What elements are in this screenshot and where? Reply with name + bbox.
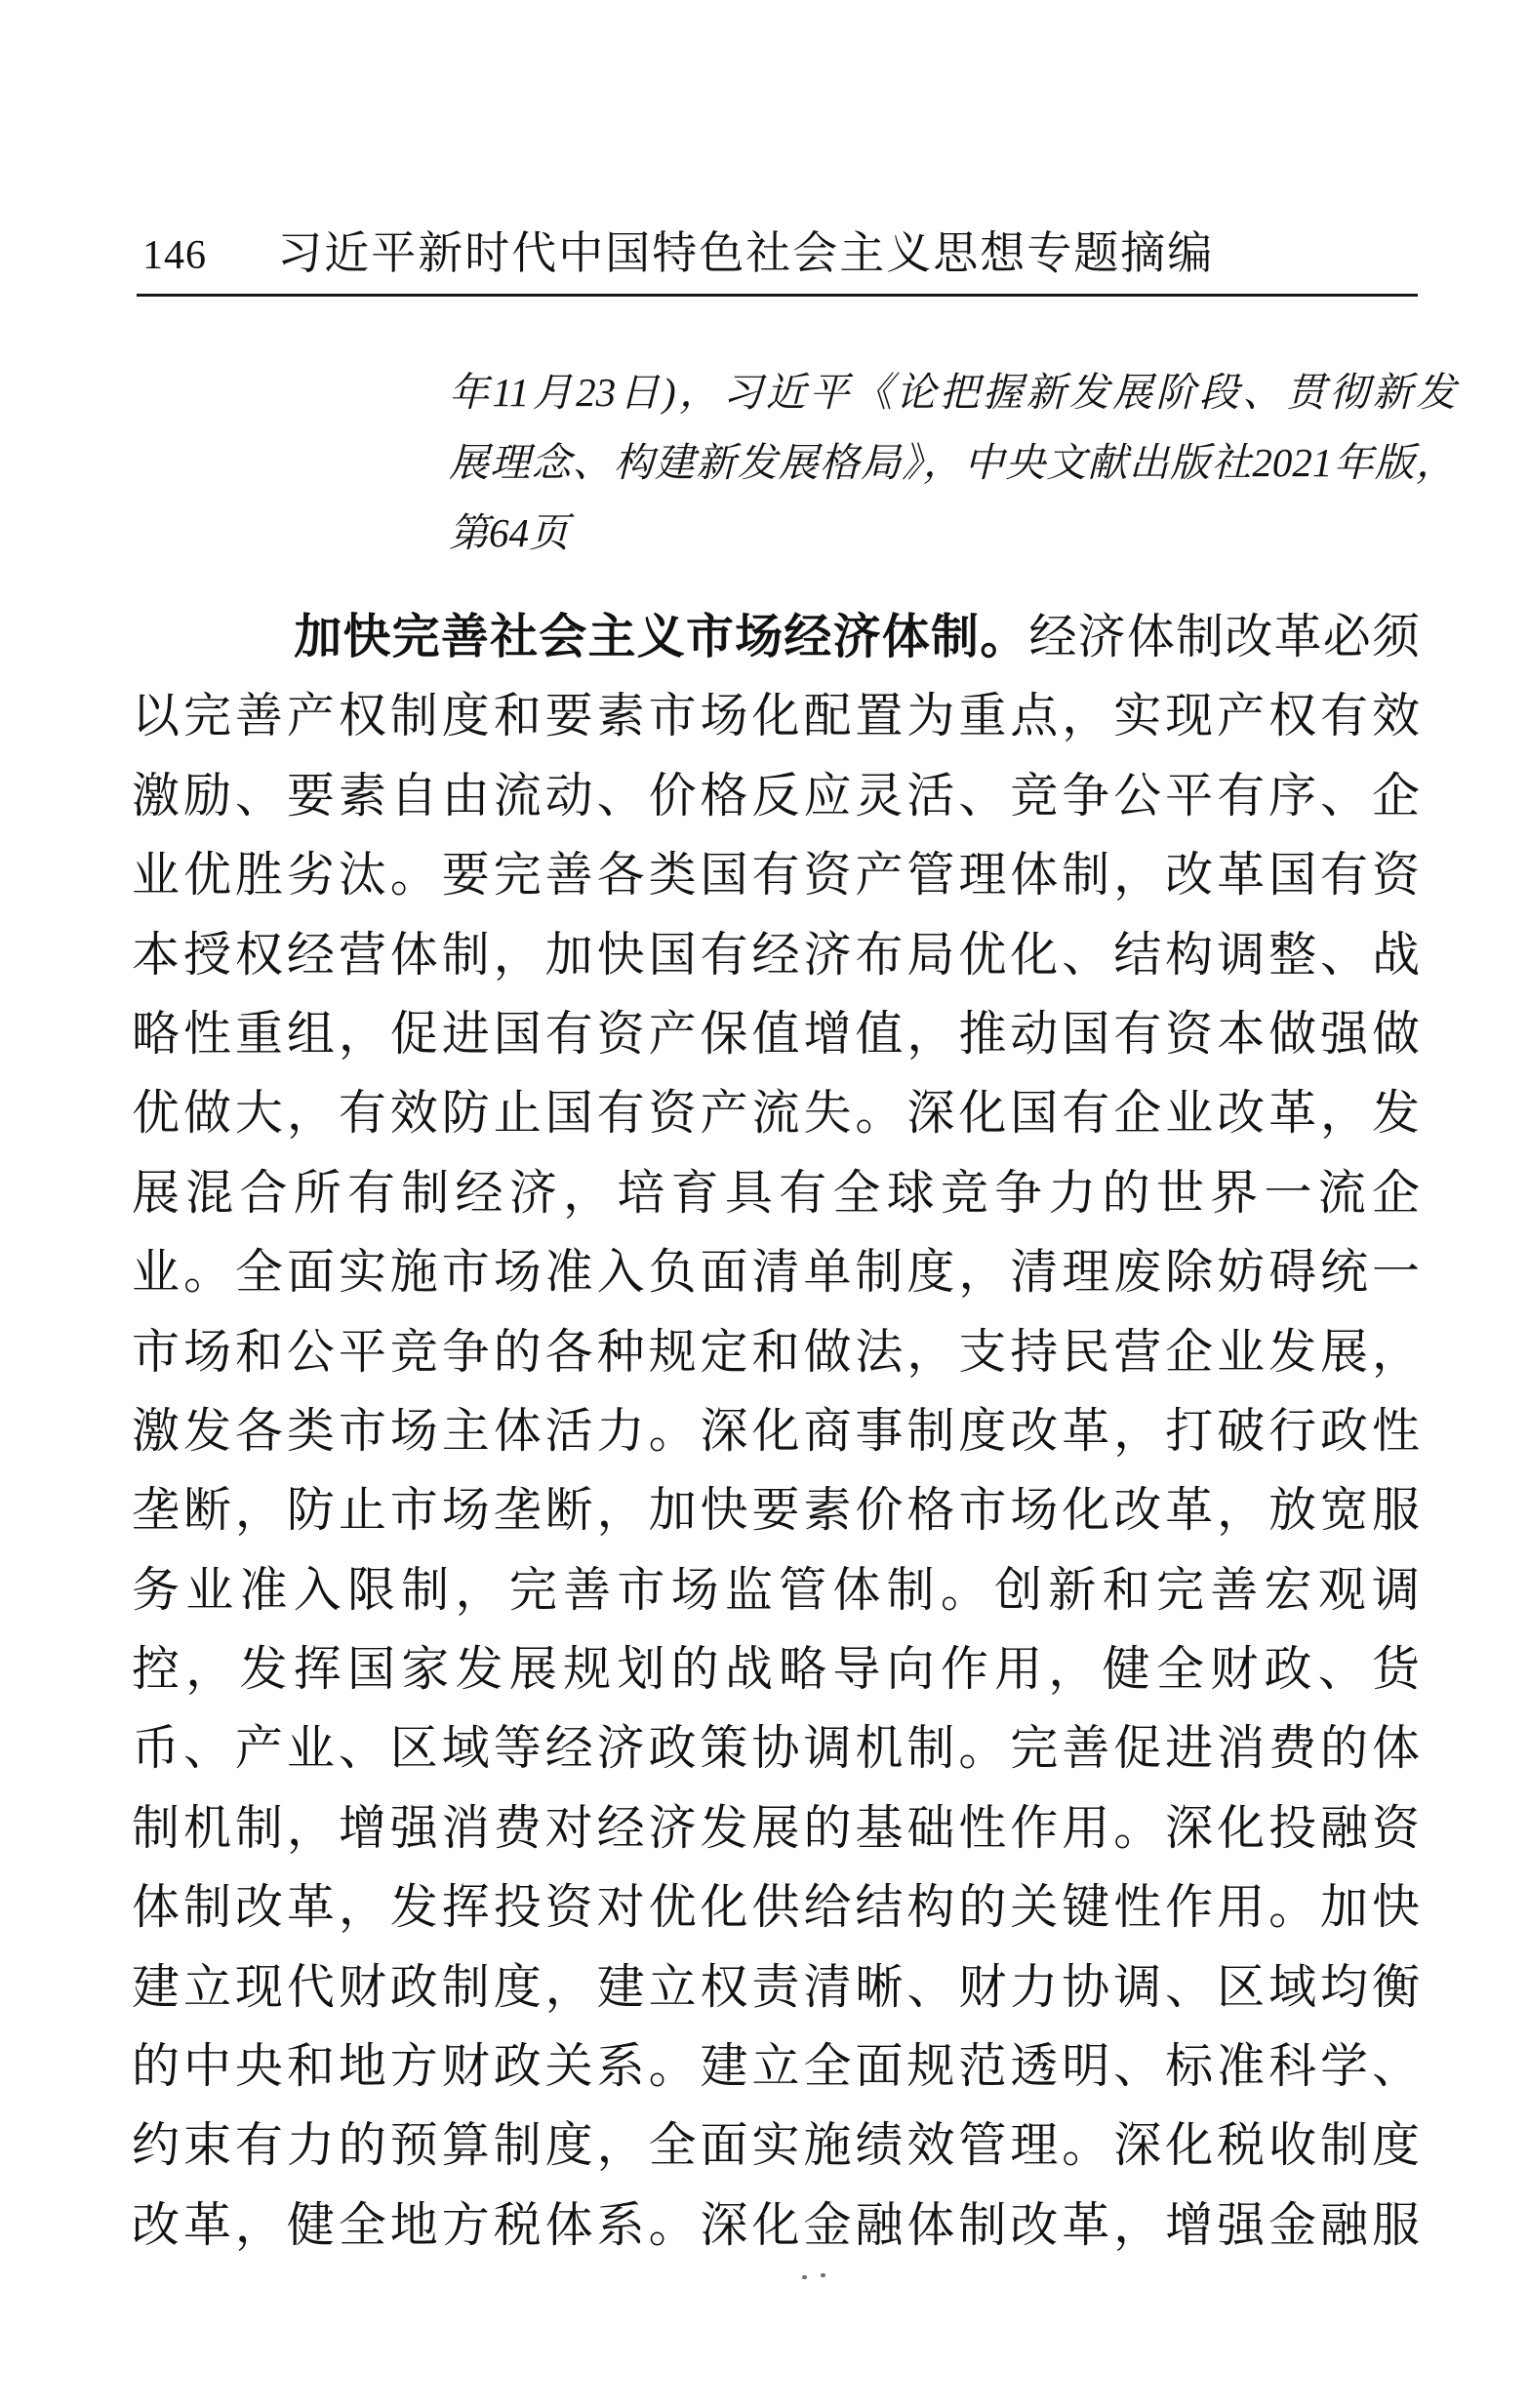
- body-line: [132, 2027, 1420, 2106]
- body-text: 业。全面实施市场准入负面清单制度，清理废除妨碍统一: [132, 1245, 1420, 1300]
- body-text: 本授权经营体制，加快国有经济布局优化、结构调整、战: [132, 927, 1420, 982]
- body-line: [132, 994, 1420, 1073]
- body-line: [132, 1788, 1420, 1867]
- body-line: [132, 835, 1420, 914]
- body-paragraph: [132, 597, 1420, 2265]
- body-text: 略性重组，促进国有资产保值增值，推动国有资本做强做: [132, 1006, 1420, 1061]
- body-line: [132, 597, 1420, 676]
- citation-line: 第64页: [449, 510, 569, 555]
- scan-artifact-dot: [802, 2275, 807, 2279]
- body-line: [132, 1629, 1420, 1708]
- body-text: 市场和公平竞争的各种规定和做法，支持民营企业发展，: [132, 1324, 1420, 1379]
- body-text: 业优胜劣汰。要完善各类国有资产管理体制，改革国有资: [132, 848, 1420, 903]
- body-text: 改革，健全地方税体系。深化金融体制改革，增强金融服: [132, 2197, 1420, 2252]
- bold-topic-sentence: 加快完善社会主义市场经济体制。: [293, 611, 1029, 663]
- citation-block: [449, 357, 1456, 568]
- citation-line: 年11月23日)，习近平《论把握新发展阶段、贯彻新发: [449, 370, 1456, 415]
- body-text: 垄断，防止市场垄断，加快要素价格市场化改革，放宽服: [132, 1483, 1420, 1538]
- body-line: [132, 756, 1420, 835]
- body-line: [132, 1867, 1420, 1946]
- body-line: [132, 1073, 1420, 1152]
- body-text: 的中央和地方财政关系。建立全面规范透明、标准科学、: [132, 2039, 1420, 2094]
- body-line: [132, 1153, 1420, 1232]
- body-line: [132, 1470, 1420, 1549]
- body-line: [132, 676, 1420, 755]
- body-text: 务业准入限制，完善市场监管体制。创新和完善宏观调: [132, 1562, 1420, 1617]
- body-line: [132, 1550, 1420, 1629]
- body-text: 优做大，有效防止国有资产流失。深化国有企业改革，发: [132, 1086, 1420, 1141]
- body-text: 激发各类市场主体活力。深化商事制度改革，打破行政性: [132, 1403, 1420, 1458]
- body-line: [132, 915, 1420, 994]
- header-divider-rule: [137, 294, 1418, 297]
- body-text: 以完善产权制度和要素市场化配置为重点，实现产权有效: [132, 689, 1420, 743]
- body-line: [132, 1947, 1420, 2027]
- body-text: 激励、要素自由流动、价格反应灵活、竞争公平有序、企: [132, 768, 1420, 823]
- body-text: 币、产业、区域等经济政策协调机制。完善促进消费的体: [132, 1721, 1420, 1776]
- citation-line: 展理念、构建新发展格局》，中央文献出版社2021年版，: [449, 440, 1456, 485]
- body-line: [132, 1708, 1420, 1787]
- scan-artifact-dot: [821, 2273, 825, 2277]
- body-line: [132, 1312, 1420, 1391]
- body-line: [132, 2186, 1420, 2265]
- body-text: 建立现代财政制度，建立权责清晰、财力协调、区域均衡: [132, 1959, 1420, 2014]
- page-number: 146: [142, 233, 207, 278]
- body-line: [132, 2106, 1420, 2185]
- running-header-title: 习近平新时代中国特色社会主义思想专题摘编: [277, 228, 1215, 278]
- body-line: [132, 1232, 1420, 1311]
- body-line: [132, 1391, 1420, 1470]
- body-text: 控，发挥国家发展规划的战略导向作用，健全财政、货: [132, 1642, 1420, 1697]
- body-text: 体制改革，发挥投资对优化供给结构的关键性作用。加快: [132, 1880, 1420, 1935]
- body-text: 经济体制改革必须: [1028, 610, 1420, 663]
- body-text: 约束有力的预算制度，全面实施绩效管理。深化税收制度: [132, 2118, 1420, 2173]
- body-text: 展混合所有制经济，培育具有全球竞争力的世界一流企: [132, 1165, 1420, 1220]
- paragraph-indent: [132, 652, 293, 653]
- body-text: 制机制，增强消费对经济发展的基础性作用。深化投融资: [132, 1800, 1420, 1855]
